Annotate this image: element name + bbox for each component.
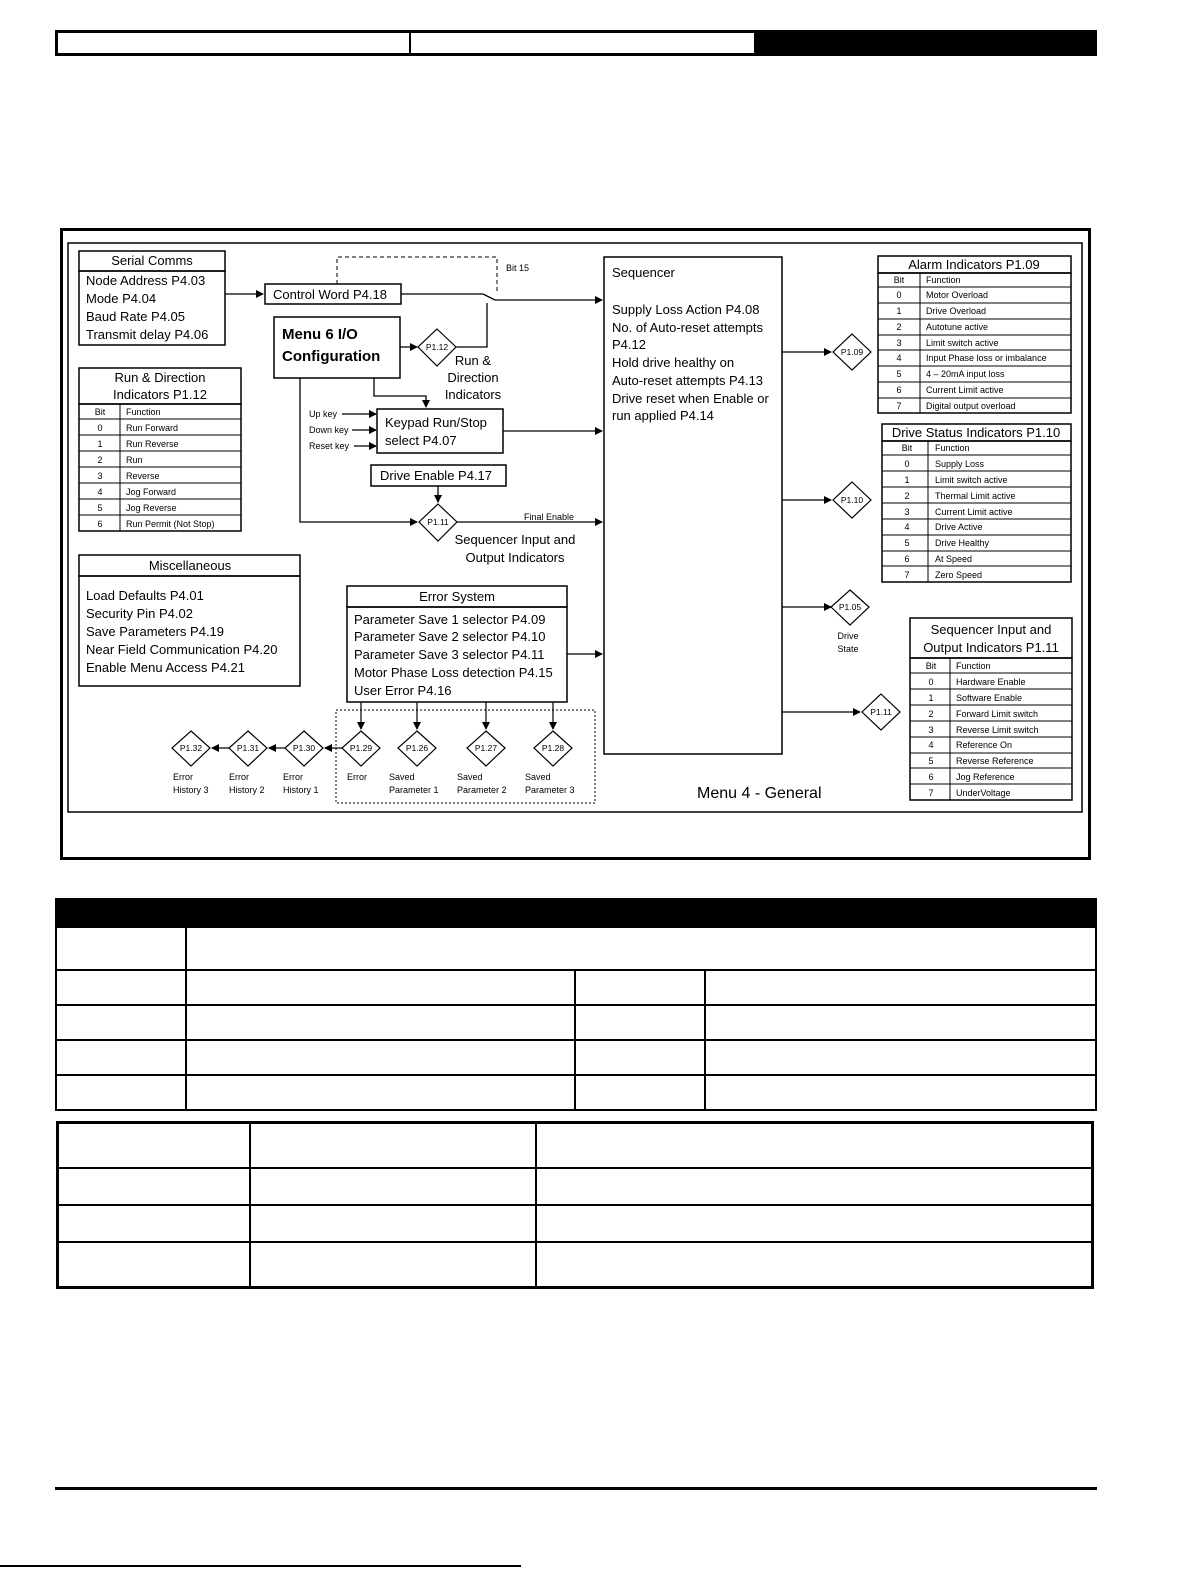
- svg-text:Error: Error: [229, 772, 249, 782]
- sequencer-io-table: [910, 618, 1072, 800]
- svg-text:Drive Active: Drive Active: [935, 522, 983, 532]
- header-cell-1: [58, 33, 411, 53]
- svg-text:7: 7: [928, 788, 934, 798]
- svg-text:select P4.07: select P4.07: [385, 433, 457, 448]
- svg-text:Parameter Save 2 selector P4.1: Parameter Save 2 selector P4.10: [354, 629, 546, 644]
- svg-text:Output Indicators P1.11: Output Indicators P1.11: [923, 640, 1059, 655]
- drive-state-label: State: [837, 644, 859, 654]
- svg-text:Parameter Save 3 selector P4.1: Parameter Save 3 selector P4.11: [354, 647, 545, 662]
- svg-text:Bit: Bit: [94, 407, 106, 417]
- final-enable-label: Final Enable: [524, 512, 575, 522]
- svg-text:P1.11: P1.11: [870, 707, 892, 717]
- up-key-label: Up key: [309, 409, 338, 419]
- svg-text:Drive Overload: Drive Overload: [926, 306, 987, 316]
- svg-text:Jog Forward: Jog Forward: [126, 487, 177, 497]
- svg-text:Bit: Bit: [893, 275, 905, 285]
- settings-cell: [250, 1123, 536, 1169]
- svg-text:Parameter 3: Parameter 3: [525, 785, 575, 795]
- svg-text:run applied P4.14: run applied P4.14: [612, 408, 714, 423]
- svg-text:2: 2: [896, 322, 902, 332]
- svg-text:6: 6: [904, 554, 910, 564]
- svg-text:5: 5: [97, 503, 103, 513]
- p111-diamond: [419, 504, 457, 541]
- svg-text:Keypad Run/Stop: Keypad Run/Stop: [385, 415, 487, 430]
- svg-text:Error: Error: [283, 772, 303, 782]
- svg-text:2: 2: [904, 491, 910, 501]
- svg-text:Saved: Saved: [389, 772, 415, 782]
- svg-text:2: 2: [928, 709, 934, 719]
- param-cell: [575, 1005, 705, 1040]
- footnote-rule: [0, 1565, 521, 1567]
- svg-text:Parameter Save 1 selector P4.0: Parameter Save 1 selector P4.09: [354, 612, 546, 627]
- p111-out-diamond: [862, 694, 900, 730]
- svg-text:Error System: Error System: [419, 589, 495, 604]
- svg-text:At Speed: At Speed: [935, 554, 973, 564]
- svg-text:7: 7: [904, 570, 910, 580]
- svg-text:Current Limit active: Current Limit active: [926, 385, 1004, 395]
- settings-cell: [58, 1205, 250, 1242]
- page-header-bar: [55, 30, 1097, 56]
- svg-text:Saved: Saved: [457, 772, 483, 782]
- svg-text:Enable Menu Access P4.21: Enable Menu Access P4.21: [86, 660, 245, 675]
- serial-comms-item: Baud Rate P4.05: [86, 309, 186, 324]
- param-table-header-bar: [55, 898, 1097, 926]
- svg-text:Saved: Saved: [525, 772, 551, 782]
- param-cell: [186, 970, 575, 1005]
- svg-text:Function: Function: [935, 443, 970, 453]
- param-cell: [56, 970, 186, 1005]
- svg-text:Save Parameters P4.19: Save Parameters P4.19: [86, 624, 225, 639]
- svg-text:Motor Phase Loss detection P4.: Motor Phase Loss detection P4.15: [354, 665, 553, 680]
- serial-comms-item: Node Address P4.03: [86, 273, 206, 288]
- run-dir-label: Direction: [447, 370, 499, 385]
- settings-cell: [536, 1168, 1093, 1205]
- seq-io-label: Sequencer Input and: [454, 532, 576, 547]
- svg-text:User Error P4.16: User Error P4.16: [354, 683, 452, 698]
- svg-text:Near Field Communication P4.20: Near Field Communication P4.20: [86, 642, 278, 657]
- svg-text:5: 5: [904, 538, 910, 548]
- header-cell-2: [411, 33, 754, 53]
- svg-text:P1.29: P1.29: [349, 743, 373, 753]
- svg-text:Zero Speed: Zero Speed: [935, 570, 983, 580]
- svg-text:1: 1: [904, 475, 910, 485]
- run-dir-label: Indicators: [444, 387, 502, 402]
- svg-text:P1.31: P1.31: [236, 743, 260, 753]
- svg-text:Alarm Indicators P1.09: Alarm Indicators P1.09: [908, 257, 1040, 272]
- param-table: [55, 926, 1097, 1111]
- svg-text:Hardware Enable: Hardware Enable: [956, 677, 1026, 687]
- p112-diamond: [418, 329, 456, 366]
- svg-text:Software Enable: Software Enable: [956, 693, 1023, 703]
- svg-text:Supply Loss Action P4.08: Supply Loss Action P4.08: [612, 302, 760, 317]
- diagram-title: Menu 4 - General: [697, 785, 822, 802]
- svg-text:P1.10: P1.10: [840, 495, 864, 505]
- param-cell: [56, 1075, 186, 1110]
- svg-text:History 2: History 2: [229, 785, 265, 795]
- sequencer-block: [604, 257, 782, 754]
- svg-text:Indicators P1.12: Indicators P1.12: [113, 387, 207, 402]
- settings-cell: [250, 1242, 536, 1288]
- run-direction-table: [79, 368, 241, 531]
- svg-text:Run Reverse: Run Reverse: [126, 439, 179, 449]
- svg-text:P1.27: P1.27: [474, 743, 498, 753]
- svg-text:Reverse: Reverse: [126, 471, 160, 481]
- header-cell-3: [754, 33, 1094, 53]
- down-key-label: Down key: [309, 425, 349, 435]
- svg-text:P4.12: P4.12: [612, 337, 646, 352]
- svg-text:Jog Reference: Jog Reference: [956, 772, 1015, 782]
- svg-text:Bit: Bit: [901, 443, 913, 453]
- svg-text:Function: Function: [956, 661, 991, 671]
- alarm-indicators-table: [878, 256, 1071, 413]
- error-system-block: [347, 586, 567, 702]
- svg-text:0: 0: [928, 677, 934, 687]
- settings-cell: [58, 1123, 250, 1169]
- svg-text:Limit switch active: Limit switch active: [926, 338, 999, 348]
- param-cell: [705, 1005, 1096, 1040]
- svg-text:P1.30: P1.30: [292, 743, 316, 753]
- svg-text:Load Defaults P4.01: Load Defaults P4.01: [86, 588, 204, 603]
- settings-table: [56, 1121, 1094, 1289]
- svg-text:Digital output overload: Digital output overload: [926, 401, 1016, 411]
- svg-text:Function: Function: [126, 407, 161, 417]
- svg-text:Thermal Limit active: Thermal Limit active: [935, 491, 1016, 501]
- drive-state-label: Drive: [837, 631, 859, 641]
- param-cell: [705, 970, 1096, 1005]
- svg-text:Run: Run: [126, 455, 143, 465]
- svg-text:Parameter 1: Parameter 1: [389, 785, 439, 795]
- control-word-block: [265, 284, 401, 304]
- settings-cell: [250, 1168, 536, 1205]
- svg-text:History 1: History 1: [283, 785, 319, 795]
- drive-enable-block: [371, 465, 506, 486]
- svg-text:4: 4: [904, 522, 910, 532]
- svg-text:Bit: Bit: [925, 661, 937, 671]
- serial-comms-item: Transmit delay P4.06: [86, 327, 209, 342]
- svg-text:Drive Status Indicators P1.10: Drive Status Indicators P1.10: [891, 425, 1061, 440]
- svg-text:Limit switch active: Limit switch active: [935, 475, 1008, 485]
- serial-comms-block: [79, 251, 225, 345]
- error-chain: [172, 731, 575, 795]
- svg-text:Motor Overload: Motor Overload: [926, 290, 989, 300]
- svg-text:Reverse Reference: Reverse Reference: [956, 756, 1034, 766]
- svg-text:Sequencer Input and: Sequencer Input and: [930, 622, 1052, 637]
- svg-text:Configuration: Configuration: [282, 348, 381, 365]
- svg-text:UnderVoltage: UnderVoltage: [956, 788, 1011, 798]
- param-cell: [705, 1040, 1096, 1075]
- param-cell: [575, 1040, 705, 1075]
- svg-text:Auto-reset attempts P4.13: Auto-reset attempts P4.13: [612, 373, 764, 388]
- svg-text:Drive Healthy: Drive Healthy: [935, 538, 990, 548]
- diagram-svg: [63, 231, 1088, 857]
- svg-text:Supply Loss: Supply Loss: [935, 459, 985, 469]
- svg-text:6: 6: [928, 772, 934, 782]
- param-cell: [56, 1040, 186, 1075]
- bit15-label: Bit 15: [506, 263, 530, 273]
- svg-text:P1.32: P1.32: [179, 743, 203, 753]
- run-dir-label: Run &: [454, 353, 492, 368]
- svg-text:Security Pin P4.02: Security Pin P4.02: [86, 606, 193, 621]
- svg-text:Run & Direction: Run & Direction: [114, 370, 206, 385]
- svg-text:P1.26: P1.26: [405, 743, 429, 753]
- svg-text:Input Phase loss or imbalance: Input Phase loss or imbalance: [926, 353, 1047, 363]
- param-cell: [186, 927, 1096, 970]
- p105-diamond: [831, 590, 869, 625]
- param-cell: [186, 1040, 575, 1075]
- svg-text:Reference On: Reference On: [956, 740, 1013, 750]
- svg-text:P1.11: P1.11: [427, 517, 449, 527]
- svg-text:3: 3: [896, 338, 902, 348]
- svg-text:P1.12: P1.12: [425, 342, 449, 352]
- svg-text:Run Forward: Run Forward: [126, 423, 179, 433]
- svg-text:4: 4: [928, 740, 934, 750]
- settings-cell: [58, 1168, 250, 1205]
- svg-text:Miscellaneous: Miscellaneous: [148, 558, 232, 573]
- settings-cell: [58, 1242, 250, 1288]
- svg-text:Hold drive healthy on: Hold drive healthy on: [612, 355, 735, 370]
- svg-text:3: 3: [928, 725, 934, 735]
- svg-text:1: 1: [896, 306, 902, 316]
- svg-text:4: 4: [896, 353, 902, 363]
- svg-text:Drive reset when Enable or: Drive reset when Enable or: [612, 391, 769, 406]
- svg-text:Autotune active: Autotune active: [926, 322, 989, 332]
- svg-text:4 – 20mA input loss: 4 – 20mA input loss: [926, 369, 1005, 379]
- param-cell: [575, 1075, 705, 1110]
- svg-text:Control Word P4.18: Control Word P4.18: [273, 287, 387, 302]
- svg-text:Jog Reverse: Jog Reverse: [126, 503, 177, 513]
- svg-text:Run Permit (Not Stop): Run Permit (Not Stop): [126, 519, 215, 529]
- svg-text:Sequencer: Sequencer: [612, 265, 675, 280]
- settings-cell: [250, 1205, 536, 1242]
- svg-text:6: 6: [97, 519, 103, 529]
- svg-text:0: 0: [896, 290, 902, 300]
- serial-comms-item: Mode P4.04: [86, 291, 157, 306]
- svg-text:Forward Limit switch: Forward Limit switch: [956, 709, 1039, 719]
- svg-text:3: 3: [97, 471, 103, 481]
- svg-text:2: 2: [97, 455, 103, 465]
- settings-cell: [536, 1242, 1093, 1288]
- settings-cell: [536, 1205, 1093, 1242]
- menu6-io-config-block: [274, 317, 400, 378]
- svg-text:P1.05: P1.05: [838, 602, 862, 612]
- p110-diamond: [833, 482, 871, 518]
- svg-text:Error: Error: [347, 772, 367, 782]
- svg-text:Reverse Limit switch: Reverse Limit switch: [956, 725, 1039, 735]
- svg-text:History 3: History 3: [173, 785, 209, 795]
- svg-text:1: 1: [97, 439, 103, 449]
- reset-key-label: Reset key: [309, 441, 350, 451]
- svg-text:Current Limit active: Current Limit active: [935, 507, 1013, 517]
- drive-status-table: [882, 424, 1071, 582]
- svg-text:Drive Enable P4.17: Drive Enable P4.17: [380, 468, 493, 483]
- svg-text:7: 7: [896, 401, 902, 411]
- svg-text:P1.09: P1.09: [840, 347, 864, 357]
- menu4-block-diagram: [60, 228, 1091, 860]
- svg-text:3: 3: [904, 507, 910, 517]
- svg-text:6: 6: [896, 385, 902, 395]
- svg-text:0: 0: [904, 459, 910, 469]
- svg-text:Function: Function: [926, 275, 961, 285]
- param-cell: [56, 927, 186, 970]
- param-cell: [186, 1075, 575, 1110]
- svg-text:0: 0: [97, 423, 103, 433]
- param-cell: [56, 1005, 186, 1040]
- svg-text:P1.28: P1.28: [541, 743, 565, 753]
- param-cell: [186, 1005, 575, 1040]
- svg-text:5: 5: [928, 756, 934, 766]
- param-cell: [575, 970, 705, 1005]
- settings-cell: [536, 1123, 1093, 1169]
- serial-comms-title: Serial Comms: [111, 253, 193, 268]
- svg-text:No. of Auto-reset attempts: No. of Auto-reset attempts: [612, 320, 764, 335]
- svg-text:Error: Error: [173, 772, 193, 782]
- footer-rule: [55, 1487, 1097, 1490]
- svg-text:Parameter 2: Parameter 2: [457, 785, 507, 795]
- miscellaneous-block: [79, 555, 300, 686]
- keypad-block: [377, 409, 503, 453]
- p109-diamond: [833, 334, 871, 370]
- svg-text:Menu 6 I/O: Menu 6 I/O: [282, 326, 358, 343]
- svg-text:5: 5: [896, 369, 902, 379]
- param-cell: [705, 1075, 1096, 1110]
- svg-text:1: 1: [928, 693, 934, 703]
- svg-text:4: 4: [97, 487, 103, 497]
- seq-io-label: Output Indicators: [465, 550, 565, 565]
